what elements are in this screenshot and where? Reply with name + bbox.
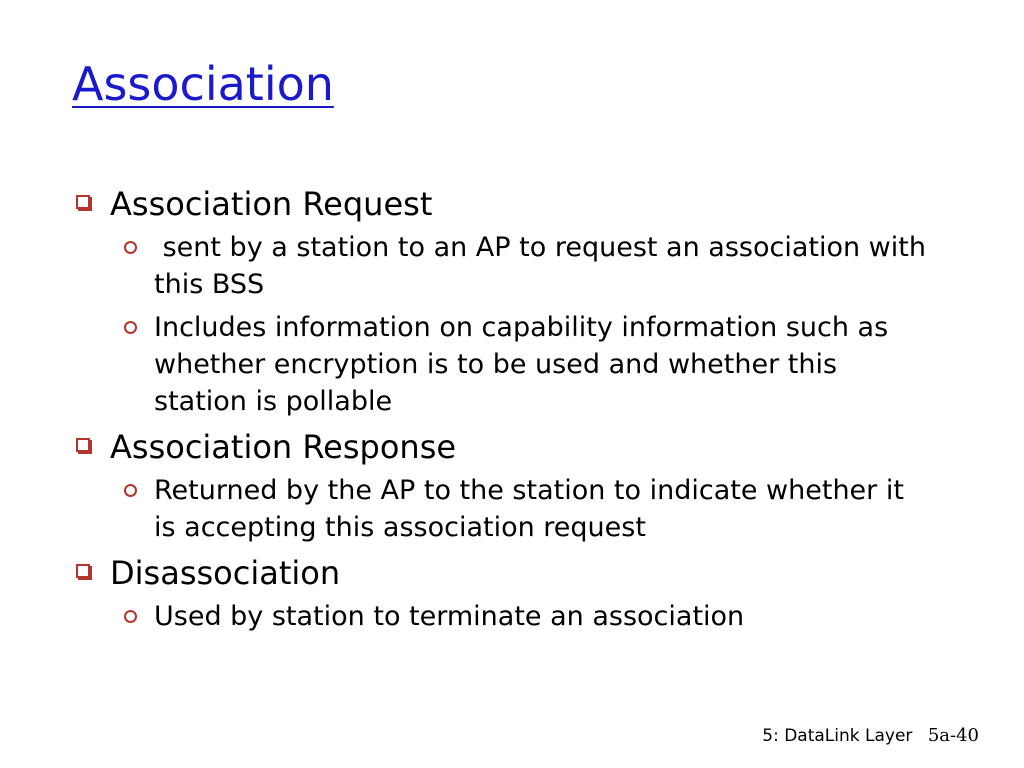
bullet-text: Association Response bbox=[110, 428, 457, 466]
circle-bullet-icon bbox=[124, 484, 137, 497]
circle-bullet-icon bbox=[124, 241, 137, 254]
bullet-association-response bbox=[74, 426, 974, 468]
slide-title: Association bbox=[72, 57, 334, 111]
sub-bullet-text: Used by station to terminate an association bbox=[154, 601, 745, 632]
sub-bullet-used-by-station bbox=[124, 598, 934, 635]
circle-bullet-icon bbox=[124, 610, 137, 623]
bullet-text: Association Request bbox=[110, 185, 433, 223]
bullet-association-request bbox=[74, 183, 974, 225]
square-bullet-icon bbox=[76, 195, 90, 209]
circle-bullet-icon bbox=[124, 321, 137, 334]
sub-bullet-includes-information bbox=[124, 309, 934, 420]
bullet-disassociation bbox=[74, 552, 974, 594]
footer-page-number: 5a-40 bbox=[927, 725, 979, 746]
sub-bullet-text: Includes information on capability information such as whether encryption is to be used and whether this station is pollable bbox=[154, 312, 889, 417]
square-bullet-icon bbox=[76, 564, 90, 578]
slide-content bbox=[74, 183, 974, 641]
footer-chapter: 5: DataLink Layer bbox=[762, 726, 913, 746]
square-bullet-icon bbox=[76, 438, 90, 452]
slide-footer bbox=[762, 725, 979, 746]
sub-bullet-text: Returned by the AP to the station to indicate whether it is accepting this association request bbox=[154, 475, 904, 543]
sub-bullet-sent-by-station bbox=[124, 229, 934, 303]
sub-bullet-text: sent by a station to an AP to request an association with this BSS bbox=[154, 232, 935, 300]
bullet-text: Disassociation bbox=[110, 554, 341, 592]
sub-bullet-returned-by-ap bbox=[124, 472, 934, 546]
